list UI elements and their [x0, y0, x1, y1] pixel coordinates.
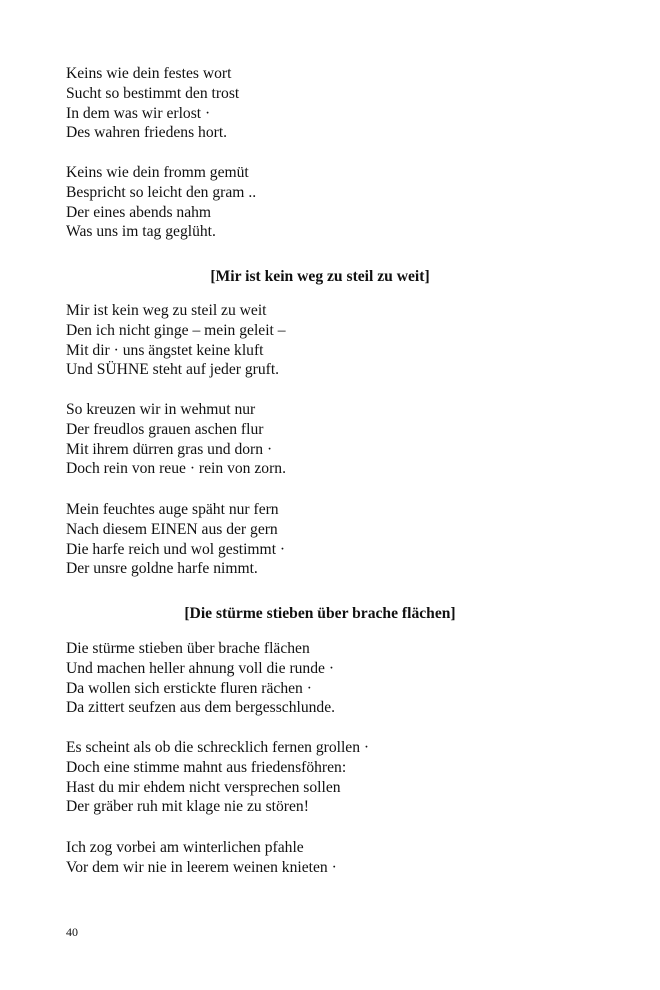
poem3-stanza-3: [66, 838, 586, 878]
poem3-stanza-2: [66, 738, 586, 817]
verse-line: Mit dir · uns ängstet keine kluft: [66, 341, 264, 359]
verse-line: Keins wie dein festes wort: [66, 65, 232, 82]
verse-line: So kreuzen wir in wehmut nur: [66, 401, 256, 418]
verse-line: Der eines abends nahm: [66, 203, 212, 221]
poem2-title: [Mir ist kein weg zu steil zu weit]: [210, 268, 430, 285]
verse-line: Die stürme stieben über brache flächen: [66, 640, 310, 657]
verse-line: Den ich nicht ginge – mein geleit –: [66, 321, 286, 339]
verse-line: Und machen heller ahnung voll die runde ·: [66, 659, 335, 677]
verse-line: Sucht so bestimmt den trost: [66, 84, 240, 102]
poem3-title: [Die stürme stieben über brache flächen]: [184, 605, 456, 622]
verse-line: Mein feuchtes auge späht nur fern: [66, 501, 279, 518]
verse-line: Des wahren friedens hort.: [66, 124, 228, 142]
verse-line: Vor dem wir nie in leerem weinen knieten ·: [66, 858, 337, 876]
verse-line: Ich zog vorbei am winterlichen pfahle: [66, 839, 304, 856]
verse-line: In dem was wir erlost ·: [66, 104, 211, 122]
poem1-stanza-2: [66, 163, 586, 242]
verse-line: Bespricht so leicht den gram ..: [66, 183, 257, 201]
poem3-stanza-1: [66, 639, 586, 718]
poem1-stanza-1: [66, 64, 586, 143]
verse-line: Was uns im tag geglüht.: [66, 223, 216, 241]
verse-line: Die harfe reich und wol gestimmt ·: [66, 540, 286, 558]
verse-line: Und SÜHNE steht auf jeder gruft.: [66, 361, 280, 379]
verse-line: Der gräber ruh mit klage nie zu stören!: [66, 798, 309, 816]
poem2-stanza-1: [66, 301, 586, 380]
verse-line: Mir ist kein weg zu steil zu weit: [66, 302, 267, 319]
verse-line: Doch rein von reue · rein von zorn.: [66, 460, 286, 478]
verse-line: Mit ihrem dürren gras und dorn ·: [66, 440, 273, 458]
verse-line: Hast du mir ehdem nicht versprechen sollen: [66, 778, 341, 796]
verse-line: Nach diesem EINEN aus der gern: [66, 520, 278, 538]
verse-line: Da wollen sich erstickte fluren rächen ·: [66, 679, 312, 697]
verse-line: Keins wie dein fromm gemüt: [66, 164, 249, 181]
poem2-stanza-3: [66, 500, 586, 579]
verse-line: Da zittert seufzen aus dem bergesschlunde.: [66, 699, 336, 717]
verse-line: Doch eine stimme mahnt aus friedensföhren:: [66, 758, 347, 776]
page-number: 40: [66, 925, 78, 939]
poem2-stanza-2: [66, 400, 586, 479]
verse-line: Der freudlos grauen aschen flur: [66, 420, 264, 438]
verse-line: Es scheint als ob die schrecklich fernen grollen ·: [66, 739, 370, 756]
verse-line: Der unsre goldne harfe nimmt.: [66, 560, 258, 578]
